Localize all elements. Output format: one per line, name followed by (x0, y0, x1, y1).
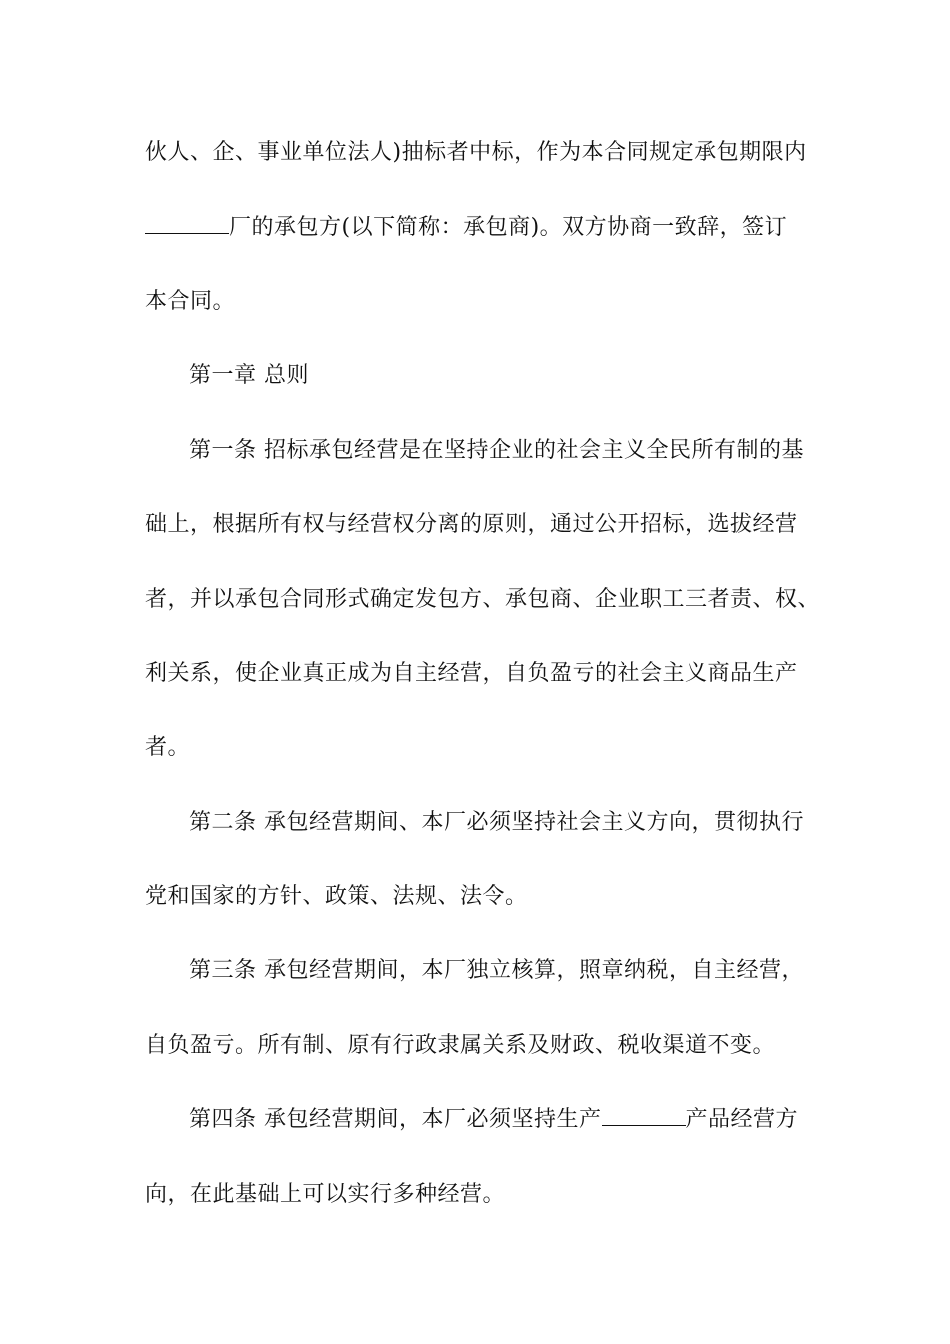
article-2-line-1: 第二条 承包经营期间、本厂必须坚持社会主义方向，贯彻执行 (189, 810, 804, 835)
text-line-3: 本合同。 (145, 289, 236, 314)
blank-field-1 (145, 213, 229, 234)
article-4-line-2: 向，在此基础上可以实行多种经营。 (145, 1182, 506, 1207)
blank-field-2 (602, 1105, 686, 1126)
article-3-line-1: 第三条 承包经营期间，本厂独立核算，照章纳税，自主经营， (189, 958, 804, 983)
article-1-line-4: 利关系，使企业真正成为自主经营，自负盈亏的社会主义商品生产 (145, 661, 798, 686)
article-4-line-1 (189, 1105, 810, 1135)
article-1-line-2: 础上，根据所有权与经营权分离的原则，通过公开招标，选拔经营 (145, 512, 798, 537)
article-3-line-2: 自负盈亏。所有制、原有行政隶属关系及财政、税收渠道不变。 (145, 1033, 776, 1058)
text-line-2 (145, 213, 810, 243)
article-2-line-2: 党和国家的方针、政策、法规、法令。 (145, 884, 528, 909)
article-1-line-3: 者，并以承包合同形式确定发包方、承包商、企业职工三者责、权、 (145, 587, 821, 612)
article-4-line-1-start: 第四条 承包经营期间，本厂必须坚持生产 (189, 1107, 602, 1132)
article-1-line-5: 者。 (145, 735, 191, 760)
text-line-2-content: 厂的承包方(以下简称：承包商)。双方协商一致辞，签订 (229, 215, 788, 240)
text-line-1: 伙人、企、事业单位法人)抽标者中标，作为本合同规定承包期限内 (145, 140, 807, 165)
article-1-line-1: 第一条 招标承包经营是在坚持企业的社会主义全民所有制的基 (189, 438, 804, 463)
chapter-heading: 第一章 总则 (189, 363, 309, 388)
article-4-line-1-end: 产品经营方 (685, 1107, 799, 1132)
